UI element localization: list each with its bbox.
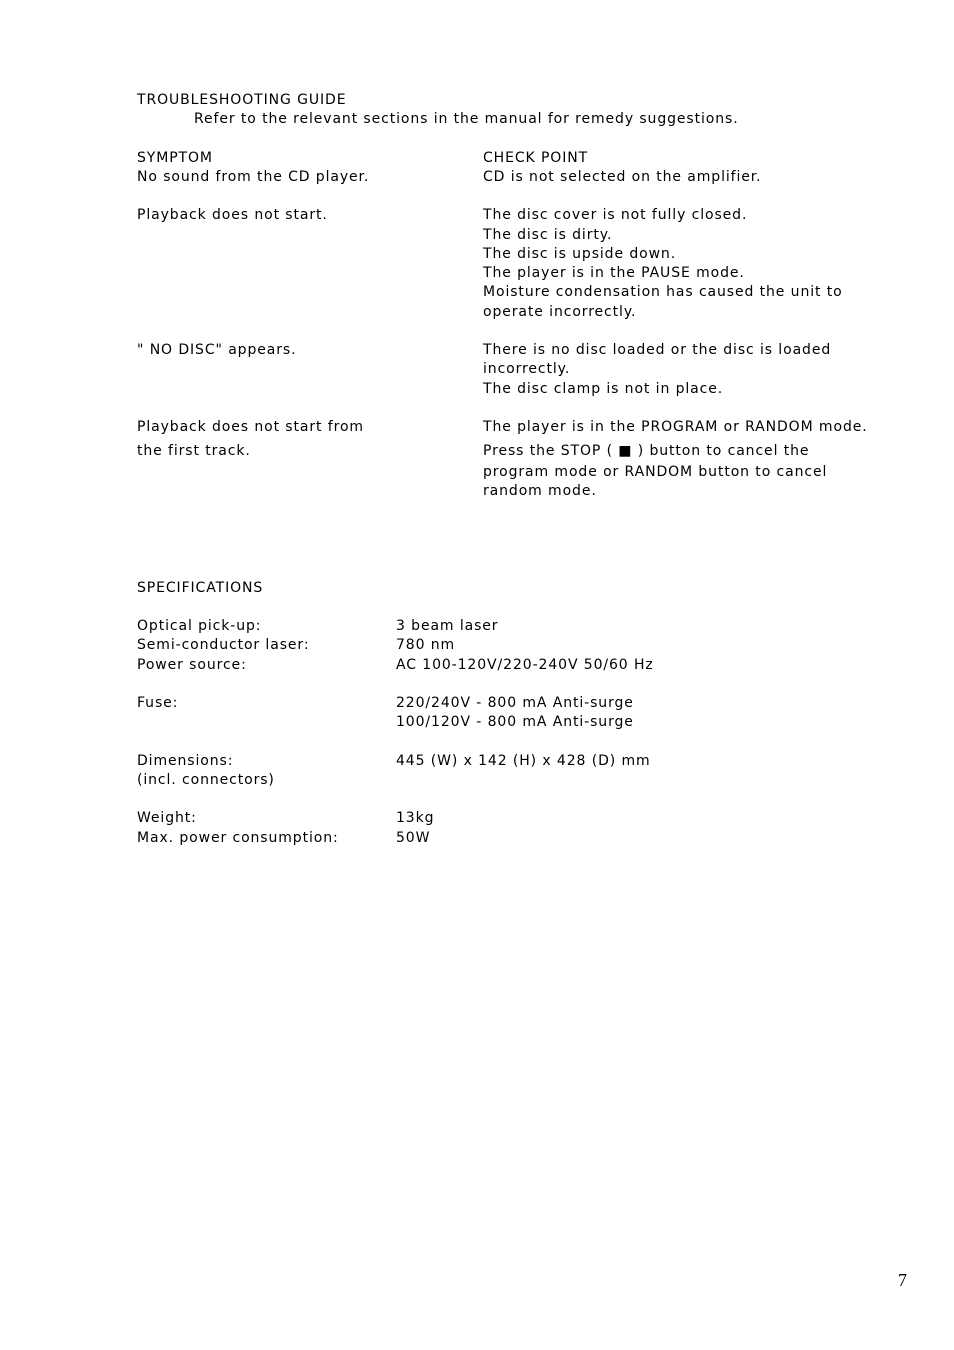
checkpoint-text: operate incorrectly. bbox=[483, 304, 637, 320]
checkpoint-text: Press the STOP ( ■ ) button to cancel the bbox=[483, 443, 810, 459]
checkpoint-header: CHECK POINT bbox=[483, 150, 589, 166]
checkpoint-text: The player is in the PAUSE mode. bbox=[483, 265, 745, 281]
spec-value: 3 beam laser bbox=[396, 618, 499, 634]
troubleshooting-heading: TROUBLESHOOTING GUIDE bbox=[137, 92, 347, 108]
troubleshooting-intro: Refer to the relevant sections in the manual for remedy suggestions. bbox=[194, 111, 739, 127]
symptom-text: the first track. bbox=[137, 443, 251, 459]
checkpoint-text: random mode. bbox=[483, 483, 597, 499]
checkpoint-text: The disc is dirty. bbox=[483, 227, 613, 243]
spec-label: Dimensions: bbox=[137, 753, 234, 769]
symptom-text: Playback does not start from bbox=[137, 419, 364, 435]
checkpoint-text: There is no disc loaded or the disc is loaded bbox=[483, 342, 832, 358]
checkpoint-text: Moisture condensation has caused the unit to bbox=[483, 284, 843, 300]
spec-value: AC 100-120V/220-240V 50/60 Hz bbox=[396, 657, 654, 673]
checkpoint-text: The disc is upside down. bbox=[483, 246, 677, 262]
spec-value: 220/240V - 800 mA Anti-surge bbox=[396, 695, 634, 711]
spec-value: 445 (W) x 142 (H) x 428 (D) mm bbox=[396, 753, 651, 769]
symptom-text: No sound from the CD player. bbox=[137, 169, 370, 185]
spec-label: Optical pick-up: bbox=[137, 618, 262, 634]
page-number: 7 bbox=[898, 1270, 907, 1290]
checkpoint-text: CD is not selected on the amplifier. bbox=[483, 169, 762, 185]
checkpoint-text: program mode or RANDOM button to cancel bbox=[483, 464, 828, 480]
spec-label: Semi-conductor laser: bbox=[137, 637, 310, 653]
symptom-text: Playback does not start. bbox=[137, 207, 328, 223]
spec-value: 780 nm bbox=[396, 637, 456, 653]
spec-label: Fuse: bbox=[137, 695, 179, 711]
symptom-header: SYMPTOM bbox=[137, 150, 213, 166]
spec-label: Weight: bbox=[137, 810, 197, 826]
checkpoint-text: incorrectly. bbox=[483, 361, 571, 377]
checkpoint-text: The player is in the PROGRAM or RANDOM mode. bbox=[483, 419, 868, 435]
symptom-text: " NO DISC" appears. bbox=[137, 342, 297, 358]
specifications-heading: SPECIFICATIONS bbox=[137, 580, 264, 596]
spec-label: Power source: bbox=[137, 657, 247, 673]
spec-value: 100/120V - 800 mA Anti-surge bbox=[396, 714, 634, 730]
spec-value: 50W bbox=[396, 830, 431, 846]
spec-label: Max. power consumption: bbox=[137, 830, 339, 846]
spec-value: 13kg bbox=[396, 810, 435, 826]
checkpoint-text: The disc cover is not fully closed. bbox=[483, 207, 748, 223]
checkpoint-text: The disc clamp is not in place. bbox=[483, 381, 724, 397]
spec-label: (incl. connectors) bbox=[137, 772, 275, 788]
